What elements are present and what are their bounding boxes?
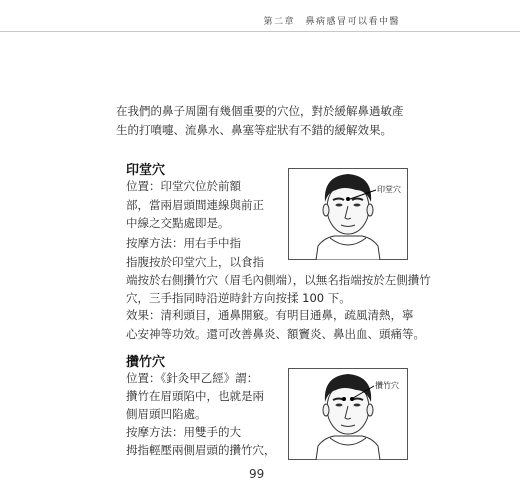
yintang-position-1: 位置：印堂穴位於前額 xyxy=(126,179,241,193)
section-title-cuanzhu: 攢竹穴 xyxy=(126,355,166,370)
yintang-effect-2: 心安神等功效。還可改善鼻炎、額竇炎、鼻出血、頭痛等。 xyxy=(126,327,425,341)
section-title-yintang: 印堂穴 xyxy=(126,163,166,178)
face-illustration-yintang xyxy=(288,168,408,260)
yintang-massage-3: 端按於右側攢竹穴（眉毛內側端），以無名指端按於左側攢竹 xyxy=(126,273,431,287)
figure-face-cuanzhu xyxy=(288,368,408,464)
figure-face-yintang xyxy=(288,168,408,264)
yintang-massage-1: 按摩方法：用右手中指 xyxy=(126,236,241,250)
yintang-position-3: 中線之交點處即是。 xyxy=(126,216,230,230)
cuanzhu-massage-2: 拇指輕壓兩側眉頭的攢竹穴， xyxy=(126,443,276,457)
intro-line-2: 生的打噴嚏、流鼻水、鼻塞等症狀有不錯的緩解效果。 xyxy=(116,123,392,137)
header-rule xyxy=(0,31,520,32)
yintang-massage-4: 穴，三手指同時沿逆時針方向按揉 100 下。 xyxy=(126,291,351,305)
yintang-massage-2: 指腹按於印堂穴上，以食指 xyxy=(126,255,264,269)
intro-line-1: 在我們的鼻子周圍有幾個重要的穴位，對於緩解鼻過敏產 xyxy=(116,104,404,118)
figure-label-yintang: 印堂穴 xyxy=(377,185,401,194)
cuanzhu-position-1: 位置：《針灸甲乙經》謂： xyxy=(126,371,259,385)
yintang-position-2: 部，當兩眉頭間連線與前正 xyxy=(126,198,264,212)
yintang-effect-1: 效果：清利頭目，通鼻開竅。有明目通鼻，疏風清熱，寧 xyxy=(126,308,414,322)
page-number: 99 xyxy=(249,467,265,481)
cuanzhu-massage-1: 按摩方法：用雙手的大 xyxy=(126,425,241,439)
running-head: 第二章 鼻病感冒可以看中醫 xyxy=(263,17,400,27)
figure-label-cuanzhu: 攢竹穴 xyxy=(375,381,399,390)
cuanzhu-position-2: 攢竹在眉頭陷中，也就是兩 xyxy=(126,389,264,403)
cuanzhu-position-3: 側眉頭凹陷處。 xyxy=(126,407,207,421)
